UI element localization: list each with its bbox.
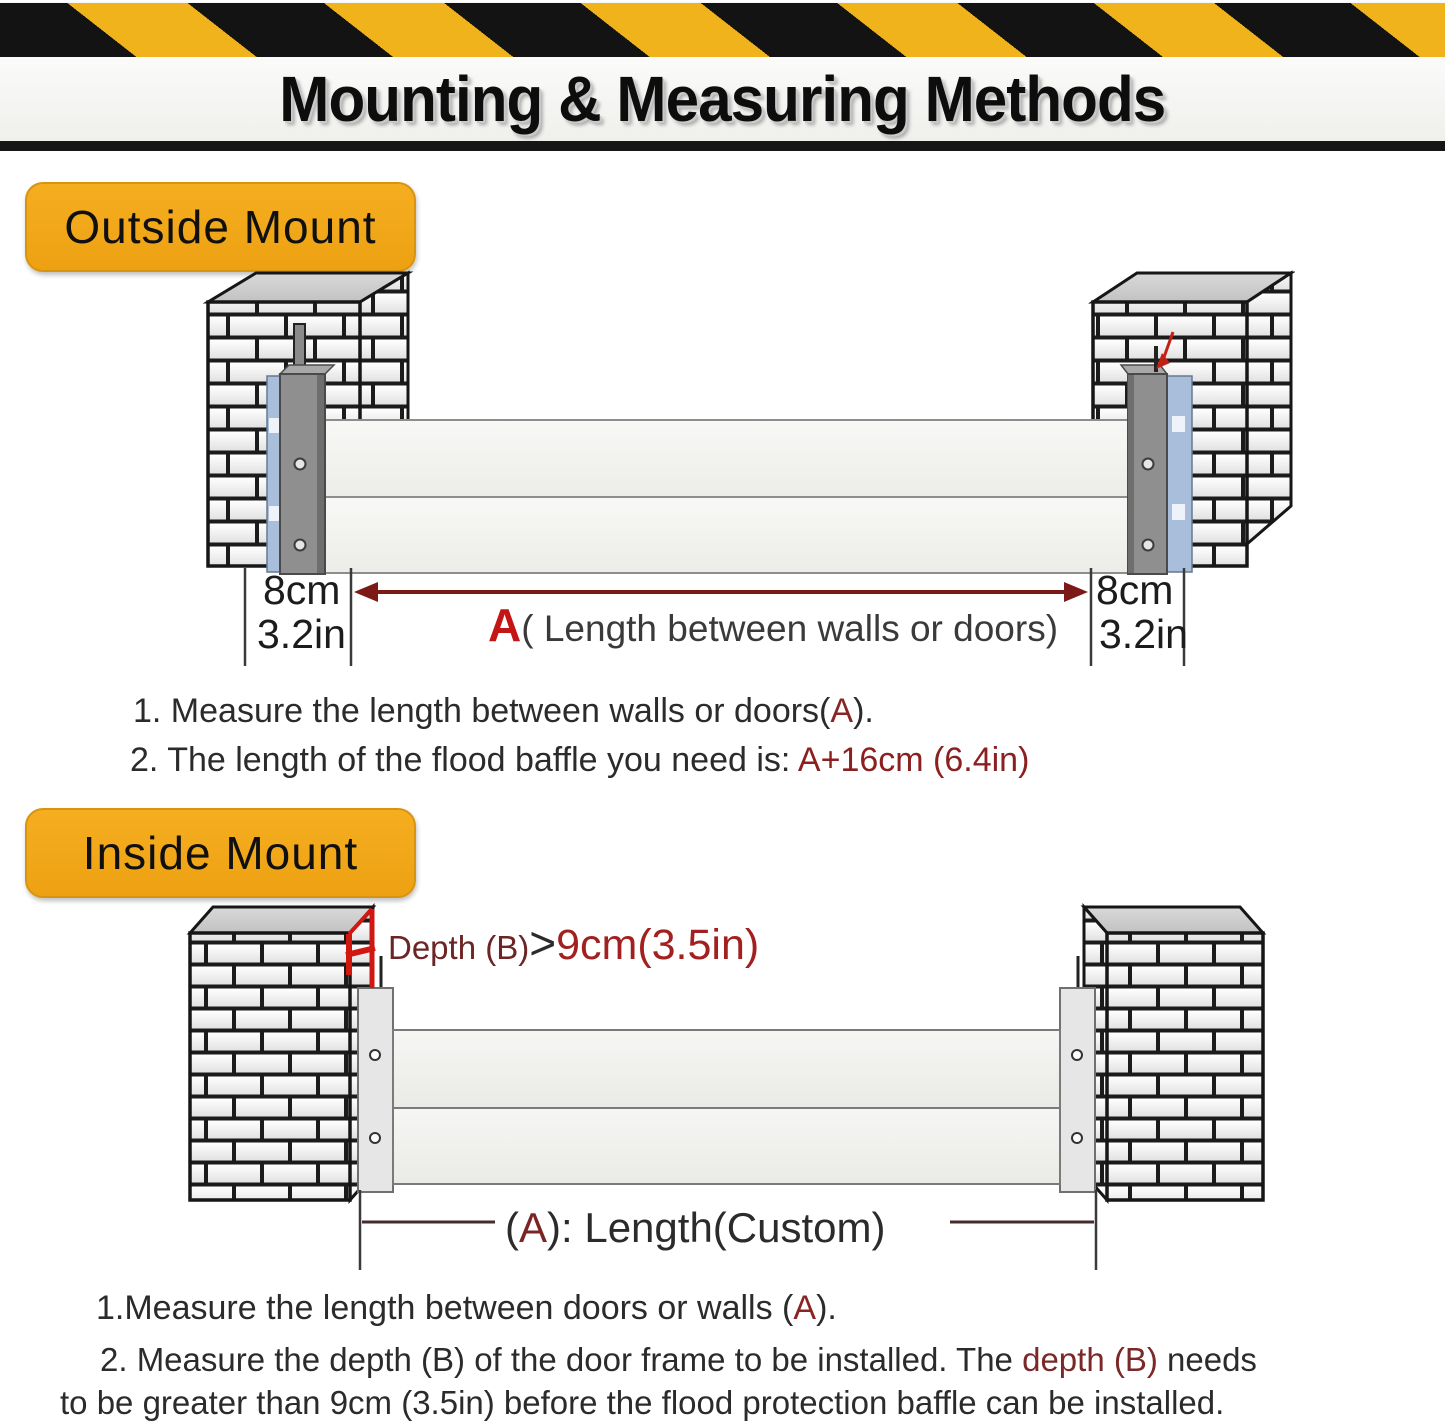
mounting-channel-right (1060, 956, 1095, 1192)
outside-note-2-text: 2. The length of the flood baffle you need is: (130, 741, 798, 779)
inside-note-2-accent: depth (B) (1022, 1341, 1158, 1378)
flood-barrier-panels (322, 420, 1130, 573)
outside-note-1-text: 1. Measure the length between walls or doors( (133, 692, 831, 730)
mounting-channel-left (280, 365, 334, 574)
dim-left-cm-label: 8cm (263, 567, 341, 613)
arrow-left-icon (354, 582, 378, 602)
screw-icon (295, 540, 306, 551)
length-label-text: ( Length between walls or doors) (521, 608, 1059, 649)
screw-icon (1072, 1050, 1082, 1060)
screw-icon (295, 459, 306, 470)
length-custom-accent: A (519, 1204, 548, 1251)
right-brick-pillar (1084, 907, 1263, 1200)
flood-barrier-panels (393, 1030, 1060, 1184)
outside-note-1 (133, 691, 874, 732)
inside-note-2 (100, 1340, 1257, 1380)
left-brick-pillar (190, 907, 373, 1200)
greater-than-sign: > (529, 917, 557, 969)
inside-note-1-text: 1.Measure the length between doors or walls ( (96, 1289, 794, 1327)
inside-note-1-end: ). (816, 1289, 837, 1327)
mounting-channel-left (358, 956, 393, 1192)
title-underline-bar (0, 141, 1445, 151)
page-title: Mounting & Measuring Methods (279, 63, 1166, 135)
length-custom-text: ): Length(Custom) (547, 1204, 886, 1251)
screw-icon (370, 1050, 380, 1060)
depth-value: 9cm(3.5in) (556, 921, 760, 969)
depth-label (388, 916, 759, 970)
length-accent-A: A (488, 599, 522, 651)
length-between-walls-label (488, 598, 1058, 652)
length-custom-label (505, 1204, 885, 1252)
dim-right-in-label: 3.2in (1099, 611, 1188, 657)
length-custom-open: ( (505, 1204, 519, 1251)
inside-note-3 (60, 1383, 1224, 1421)
dim-right-cm-label: 8cm (1096, 567, 1174, 613)
screw-icon (1072, 1133, 1082, 1143)
outside-mount-badge-label: Outside Mount (64, 201, 377, 253)
inside-mount-badge (25, 808, 416, 898)
title-band (0, 57, 1445, 141)
inside-note-1 (96, 1288, 837, 1329)
arrow-right-icon (1064, 582, 1088, 602)
screw-icon (1143, 540, 1154, 551)
dim-left-in-label: 3.2in (257, 611, 346, 657)
seal-strip-right (1167, 376, 1192, 572)
inside-note-2-end: needs (1157, 1341, 1257, 1378)
inside-note-3-text: to be greater than 9cm (3.5in) before the flood protection baffle can be installed. (60, 1384, 1225, 1421)
outside-note-2-accent: A+16cm (6.4in) (797, 741, 1030, 779)
screw-icon (1143, 459, 1154, 470)
outside-note-1-accent: A (830, 692, 854, 730)
outside-note-1-end: ). (853, 692, 874, 730)
inside-mount-badge-label: Inside Mount (82, 827, 359, 879)
hazard-stripe-banner (0, 3, 1445, 57)
outside-mount-badge (25, 182, 416, 272)
inside-note-1-accent: A (793, 1289, 817, 1327)
inside-note-2-text: 2. Measure the depth (B) of the door frame to be installed. The (100, 1341, 1023, 1378)
depth-label-text: Depth (B) (388, 929, 530, 966)
screw-icon (370, 1133, 380, 1143)
outside-note-2 (130, 740, 1029, 781)
